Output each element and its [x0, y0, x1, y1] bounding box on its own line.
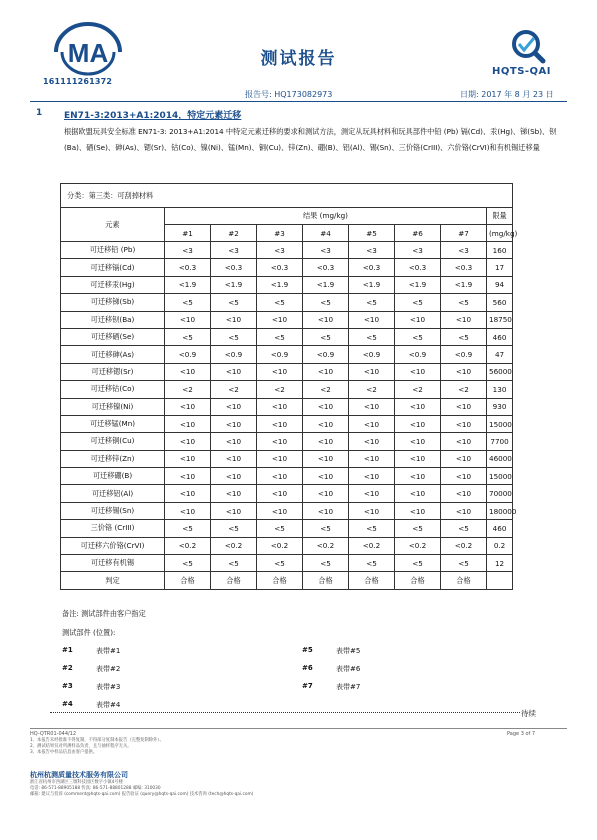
limit-cell: 930 [487, 398, 513, 415]
table-row [61, 520, 513, 537]
verdict-cell: 合格 [303, 572, 349, 589]
result-cell: <5 [303, 328, 349, 345]
result-cell: <3 [257, 242, 303, 259]
result-cell: <10 [165, 433, 211, 450]
result-cell: <10 [165, 415, 211, 432]
element-name-cell: 可迁移锌(Zn) [61, 450, 165, 467]
parts-title: 测试部件 (位置): [62, 628, 116, 637]
footer-note: 3、本报告中样品信息由客户提供。 [30, 750, 98, 755]
result-cell: <10 [441, 485, 487, 502]
result-cell: <10 [395, 398, 441, 415]
result-cell: <2 [303, 381, 349, 398]
result-cell: <10 [257, 450, 303, 467]
result-cell: <5 [165, 328, 211, 345]
table-row [61, 294, 513, 311]
result-cell: <5 [395, 520, 441, 537]
footer-note: 1、本报告未经批准不得复制，不得部分复制本报告（完整复制除外）。 [30, 738, 164, 743]
result-cell: <10 [441, 415, 487, 432]
result-cell: <10 [349, 502, 395, 519]
result-cell: <10 [165, 468, 211, 485]
result-cell: <10 [349, 468, 395, 485]
result-cell: <10 [165, 363, 211, 380]
element-name-cell: 可迁移砷(As) [61, 346, 165, 363]
result-cell: <10 [395, 468, 441, 485]
result-cell: <5 [211, 328, 257, 345]
result-cell: <10 [303, 485, 349, 502]
limit-cell: 15000 [487, 468, 513, 485]
table-row [61, 502, 513, 519]
result-cell: <0.2 [303, 537, 349, 554]
sample-header: #2 [211, 225, 257, 242]
element-name-cell: 可迁移六价铬(CrVI) [61, 537, 165, 554]
part-name: 表带#4 [96, 701, 121, 709]
result-cell: <10 [349, 398, 395, 415]
result-cell: <10 [257, 363, 303, 380]
element-name-cell: 可迁移锡(Sn) [61, 502, 165, 519]
result-cell: <1.9 [349, 276, 395, 293]
result-cell: <10 [211, 398, 257, 415]
report-number: 报告号: HQ173082973 [245, 90, 333, 99]
table-row [61, 311, 513, 328]
result-cell: <0.9 [303, 346, 349, 363]
result-cell: <5 [165, 520, 211, 537]
result-cell: <10 [165, 485, 211, 502]
result-cell: <5 [395, 294, 441, 311]
result-cell: <5 [349, 328, 395, 345]
part-id: #3 [62, 682, 73, 690]
part-name: 表带#1 [96, 647, 121, 655]
verdict-cell: 合格 [395, 572, 441, 589]
limit-cell: 0.2 [487, 537, 513, 554]
hqts-logo-text: HQTS-QAI [492, 66, 552, 77]
result-cell: <3 [349, 242, 395, 259]
result-cell: <10 [165, 502, 211, 519]
result-cell: <0.2 [211, 537, 257, 554]
sample-header: #3 [257, 225, 303, 242]
result-cell: <5 [165, 555, 211, 572]
element-name-cell: 可迁移钴(Co) [61, 381, 165, 398]
table-row [61, 450, 513, 467]
result-cell: <5 [441, 555, 487, 572]
result-cell: <10 [395, 433, 441, 450]
result-cell: <10 [257, 485, 303, 502]
result-cell: <10 [395, 485, 441, 502]
result-cell: <3 [441, 242, 487, 259]
result-cell: <1.9 [395, 276, 441, 293]
sample-header: #6 [395, 225, 441, 242]
part-name: 表带#5 [336, 647, 361, 655]
result-cell: <0.3 [257, 259, 303, 276]
result-cell: <5 [441, 520, 487, 537]
hqts-magnifier-icon [509, 28, 549, 64]
verdict-cell: 合格 [165, 572, 211, 589]
address-line: 邮箱: 建议与投诉 (comment@hqts-qai.com) 报告验证 (query@hqts-qai.com) 技术咨询 (tech@hqts-qai.com) [30, 792, 254, 797]
table-row [61, 242, 513, 259]
result-cell: <5 [303, 294, 349, 311]
result-cell: <10 [395, 363, 441, 380]
result-cell: <2 [441, 381, 487, 398]
result-cell: <3 [395, 242, 441, 259]
limit-header: 限量 [487, 208, 513, 225]
company-name: 杭州杭测质量技术服务有限公司 [30, 771, 128, 779]
table-row [61, 276, 513, 293]
element-name-cell: 可迁移镍(Ni) [61, 398, 165, 415]
result-cell: <5 [303, 520, 349, 537]
result-cell: <10 [257, 502, 303, 519]
section-title: EN71-3:2013+A1:2014，特定元素迁移 [64, 111, 242, 121]
result-cell: <0.9 [349, 346, 395, 363]
result-cell: <5 [395, 328, 441, 345]
result-cell: <5 [349, 555, 395, 572]
result-cell: <5 [165, 294, 211, 311]
limit-cell: 180000 [487, 502, 513, 519]
verdict-row [61, 572, 513, 589]
table-row [61, 415, 513, 432]
results-table [60, 183, 518, 590]
result-cell: <10 [303, 468, 349, 485]
sample-header: #7 [441, 225, 487, 242]
result-cell: <0.9 [165, 346, 211, 363]
footer-note: 2、测试结果仅对所测样品负责，且与抽样程序无关。 [30, 744, 132, 749]
limit-cell: 160 [487, 242, 513, 259]
part-id: #5 [302, 646, 313, 654]
verdict-empty-cell [487, 572, 513, 589]
result-cell: <10 [257, 311, 303, 328]
result-cell: <0.9 [395, 346, 441, 363]
part-id: #1 [62, 646, 73, 654]
result-cell: <1.9 [211, 276, 257, 293]
result-cell: <0.3 [349, 259, 395, 276]
limit-cell: 15000 [487, 415, 513, 432]
part-id: #7 [302, 682, 313, 690]
element-name-cell: 可迁移硼(B) [61, 468, 165, 485]
verdict-cell: 合格 [349, 572, 395, 589]
remark-note: 备注: 测试部件由客户指定 [62, 609, 146, 618]
result-cell: <2 [165, 381, 211, 398]
table-row [61, 555, 513, 572]
limit-cell: 46000 [487, 450, 513, 467]
footer-notes [30, 738, 164, 756]
limit-cell: 56000 [487, 363, 513, 380]
result-cell: <10 [257, 415, 303, 432]
result-cell: <10 [349, 415, 395, 432]
limit-cell: 460 [487, 328, 513, 345]
result-cell: <10 [303, 311, 349, 328]
verdict-cell: 合格 [441, 572, 487, 589]
section-intro: 根据欧盟玩具安全标准 EN71-3: 2013+A1:2014 中特定元素迁移的要求和测试方法，测定从玩具材料和玩具部件中铅 (Pb) 镉(Cd)、汞(Hg)、锑(Sb)、钡(Ba)、硒(Se)、砷(As)、锶(Sr)、钴(Co)、镍(Ni)、锰(Mn)、铜(Cu)、锌(Zn)、硼(B)、铝(Al)、锡(Sn)、三价铬(CrIII)、六价铬(CrVI)和有机锡迁移量 [64, 127, 557, 152]
limit-cell: 12 [487, 555, 513, 572]
result-cell: <0.2 [349, 537, 395, 554]
table-row [61, 537, 513, 554]
sample-header: #1 [165, 225, 211, 242]
result-cell: <0.2 [257, 537, 303, 554]
table-row [61, 485, 513, 502]
result-cell: <10 [303, 450, 349, 467]
result-cell: <5 [257, 520, 303, 537]
limit-cell: 18750 [487, 311, 513, 328]
result-cell: <2 [257, 381, 303, 398]
result-cell: <0.9 [441, 346, 487, 363]
result-cell: <10 [349, 450, 395, 467]
result-cell: <10 [211, 363, 257, 380]
result-cell: <10 [441, 363, 487, 380]
result-cell: <10 [441, 311, 487, 328]
result-cell: <10 [441, 468, 487, 485]
result-cell: <10 [165, 311, 211, 328]
table-row [61, 381, 513, 398]
result-cell: <10 [211, 433, 257, 450]
result-cell: <10 [257, 468, 303, 485]
result-cell: <1.9 [441, 276, 487, 293]
result-cell: <5 [211, 555, 257, 572]
table-row [61, 346, 513, 363]
address-line: 浙江省杭州市西湖区三墩科技园区数字小镇4号楼 [30, 780, 123, 785]
result-cell: <5 [257, 555, 303, 572]
sample-header: #5 [349, 225, 395, 242]
result-cell: <5 [257, 294, 303, 311]
table-row [61, 328, 513, 345]
result-cell: <10 [211, 485, 257, 502]
header-divider [30, 101, 567, 102]
part-name: 表带#6 [336, 665, 361, 673]
result-cell: <10 [349, 485, 395, 502]
result-cell: <5 [349, 520, 395, 537]
part-id: #6 [302, 664, 313, 672]
result-cell: <10 [303, 502, 349, 519]
part-name: 表带#2 [96, 665, 121, 673]
result-cell: <10 [441, 433, 487, 450]
result-cell: <0.3 [211, 259, 257, 276]
result-cell: <0.9 [211, 346, 257, 363]
element-name-cell: 可迁移有机锡 [61, 555, 165, 572]
table-row [61, 433, 513, 450]
element-name-cell: 可迁移锶(Sr) [61, 363, 165, 380]
result-cell: <10 [441, 502, 487, 519]
result-cell: <1.9 [257, 276, 303, 293]
result-cell: <10 [211, 311, 257, 328]
element-name-cell: 可迁移镉(Cd) [61, 259, 165, 276]
result-cell: <3 [211, 242, 257, 259]
continue-dotted-line [50, 712, 520, 716]
element-name-cell: 可迁移汞(Hg) [61, 276, 165, 293]
report-date: 日期: 2017 年 8 月 23 日 [460, 90, 554, 99]
result-cell: <10 [349, 433, 395, 450]
result-cell: <5 [441, 294, 487, 311]
result-cell: <10 [303, 415, 349, 432]
section-number: 1 [36, 108, 43, 118]
table-row [61, 363, 513, 380]
verdict-cell: 合格 [257, 572, 303, 589]
page-title: 测试报告 [260, 49, 337, 69]
result-cell: <0.9 [257, 346, 303, 363]
result-cell: <10 [165, 450, 211, 467]
result-cell: <10 [211, 450, 257, 467]
result-cell: <5 [257, 328, 303, 345]
result-cell: <0.3 [441, 259, 487, 276]
element-name-cell: 可迁移铅 (Pb) [61, 242, 165, 259]
result-cell: <10 [441, 398, 487, 415]
result-cell: <10 [211, 468, 257, 485]
result-cell: <0.2 [165, 537, 211, 554]
result-cell: <10 [211, 502, 257, 519]
result-cell: <10 [303, 433, 349, 450]
result-cell: <10 [257, 398, 303, 415]
element-name-cell: 可迁移铝(Al) [61, 485, 165, 502]
result-cell: <10 [165, 398, 211, 415]
table-row [61, 259, 513, 276]
result-cell: <0.2 [395, 537, 441, 554]
verdict-label: 判定 [61, 572, 165, 589]
element-name-cell: 三价铬 (CrIII) [61, 520, 165, 537]
limit-cell: 130 [487, 381, 513, 398]
result-cell: <0.3 [303, 259, 349, 276]
element-name-cell: 可迁移钡(Ba) [61, 311, 165, 328]
result-cell: <10 [395, 450, 441, 467]
result-cell: <5 [349, 294, 395, 311]
result-cell: <10 [395, 311, 441, 328]
result-cell: <1.9 [303, 276, 349, 293]
result-cell: <3 [303, 242, 349, 259]
limit-cell: 7700 [487, 433, 513, 450]
element-name-cell: 可迁移锰(Mn) [61, 415, 165, 432]
result-cell: <10 [303, 363, 349, 380]
limit-cell: 460 [487, 520, 513, 537]
company-address [30, 780, 410, 798]
limit-cell: 94 [487, 276, 513, 293]
result-cell: <10 [211, 415, 257, 432]
limit-cell: 47 [487, 346, 513, 363]
result-cell: <2 [395, 381, 441, 398]
result-cell: <0.3 [165, 259, 211, 276]
verdict-cell: 合格 [211, 572, 257, 589]
result-cell: <10 [349, 311, 395, 328]
result-cell: <5 [211, 294, 257, 311]
limit-cell: 17 [487, 259, 513, 276]
element-name-cell: 可迁移锑(Sb) [61, 294, 165, 311]
limit-cell: 560 [487, 294, 513, 311]
result-cell: <10 [395, 502, 441, 519]
element-name-cell: 可迁移铜(Cu) [61, 433, 165, 450]
result-cell: <0.3 [395, 259, 441, 276]
address-line: 电话: 86-571-88905188 传真: 86-571-88801288 邮编: 310030 [30, 786, 161, 791]
ma-number: 161111261372 [43, 77, 113, 86]
element-name-cell: 可迁移硒(Se) [61, 328, 165, 345]
continued-label: 待续 [521, 709, 536, 718]
result-cell: <10 [303, 398, 349, 415]
result-cell: <5 [211, 520, 257, 537]
table-row [61, 468, 513, 485]
sample-header: #4 [303, 225, 349, 242]
result-cell: <5 [395, 555, 441, 572]
limit-unit: (mg/kg) [487, 225, 513, 242]
svg-text:MA: MA [67, 38, 109, 68]
result-cell: <0.2 [441, 537, 487, 554]
result-cell: <10 [349, 363, 395, 380]
limit-cell: 70000 [487, 485, 513, 502]
form-number: HQ-QTR01-044/12 [30, 731, 77, 737]
part-name: 表带#3 [96, 683, 121, 691]
table-row [61, 398, 513, 415]
part-id: #2 [62, 664, 73, 672]
footer-divider [30, 728, 567, 729]
category-cell: 分类：第三类：可刮掉材料 [61, 184, 513, 208]
element-header: 元素 [61, 208, 165, 242]
part-id: #4 [62, 700, 73, 708]
result-cell: <5 [303, 555, 349, 572]
result-cell: <10 [257, 433, 303, 450]
result-cell: <3 [165, 242, 211, 259]
part-name: 表带#7 [336, 683, 361, 691]
result-header: 结果 (mg/kg) [165, 208, 487, 225]
page-number: Page 3 of 7 [507, 731, 536, 737]
result-cell: <2 [349, 381, 395, 398]
result-cell: <10 [441, 450, 487, 467]
result-cell: <5 [441, 328, 487, 345]
result-cell: <1.9 [165, 276, 211, 293]
result-cell: <10 [395, 415, 441, 432]
result-cell: <2 [211, 381, 257, 398]
